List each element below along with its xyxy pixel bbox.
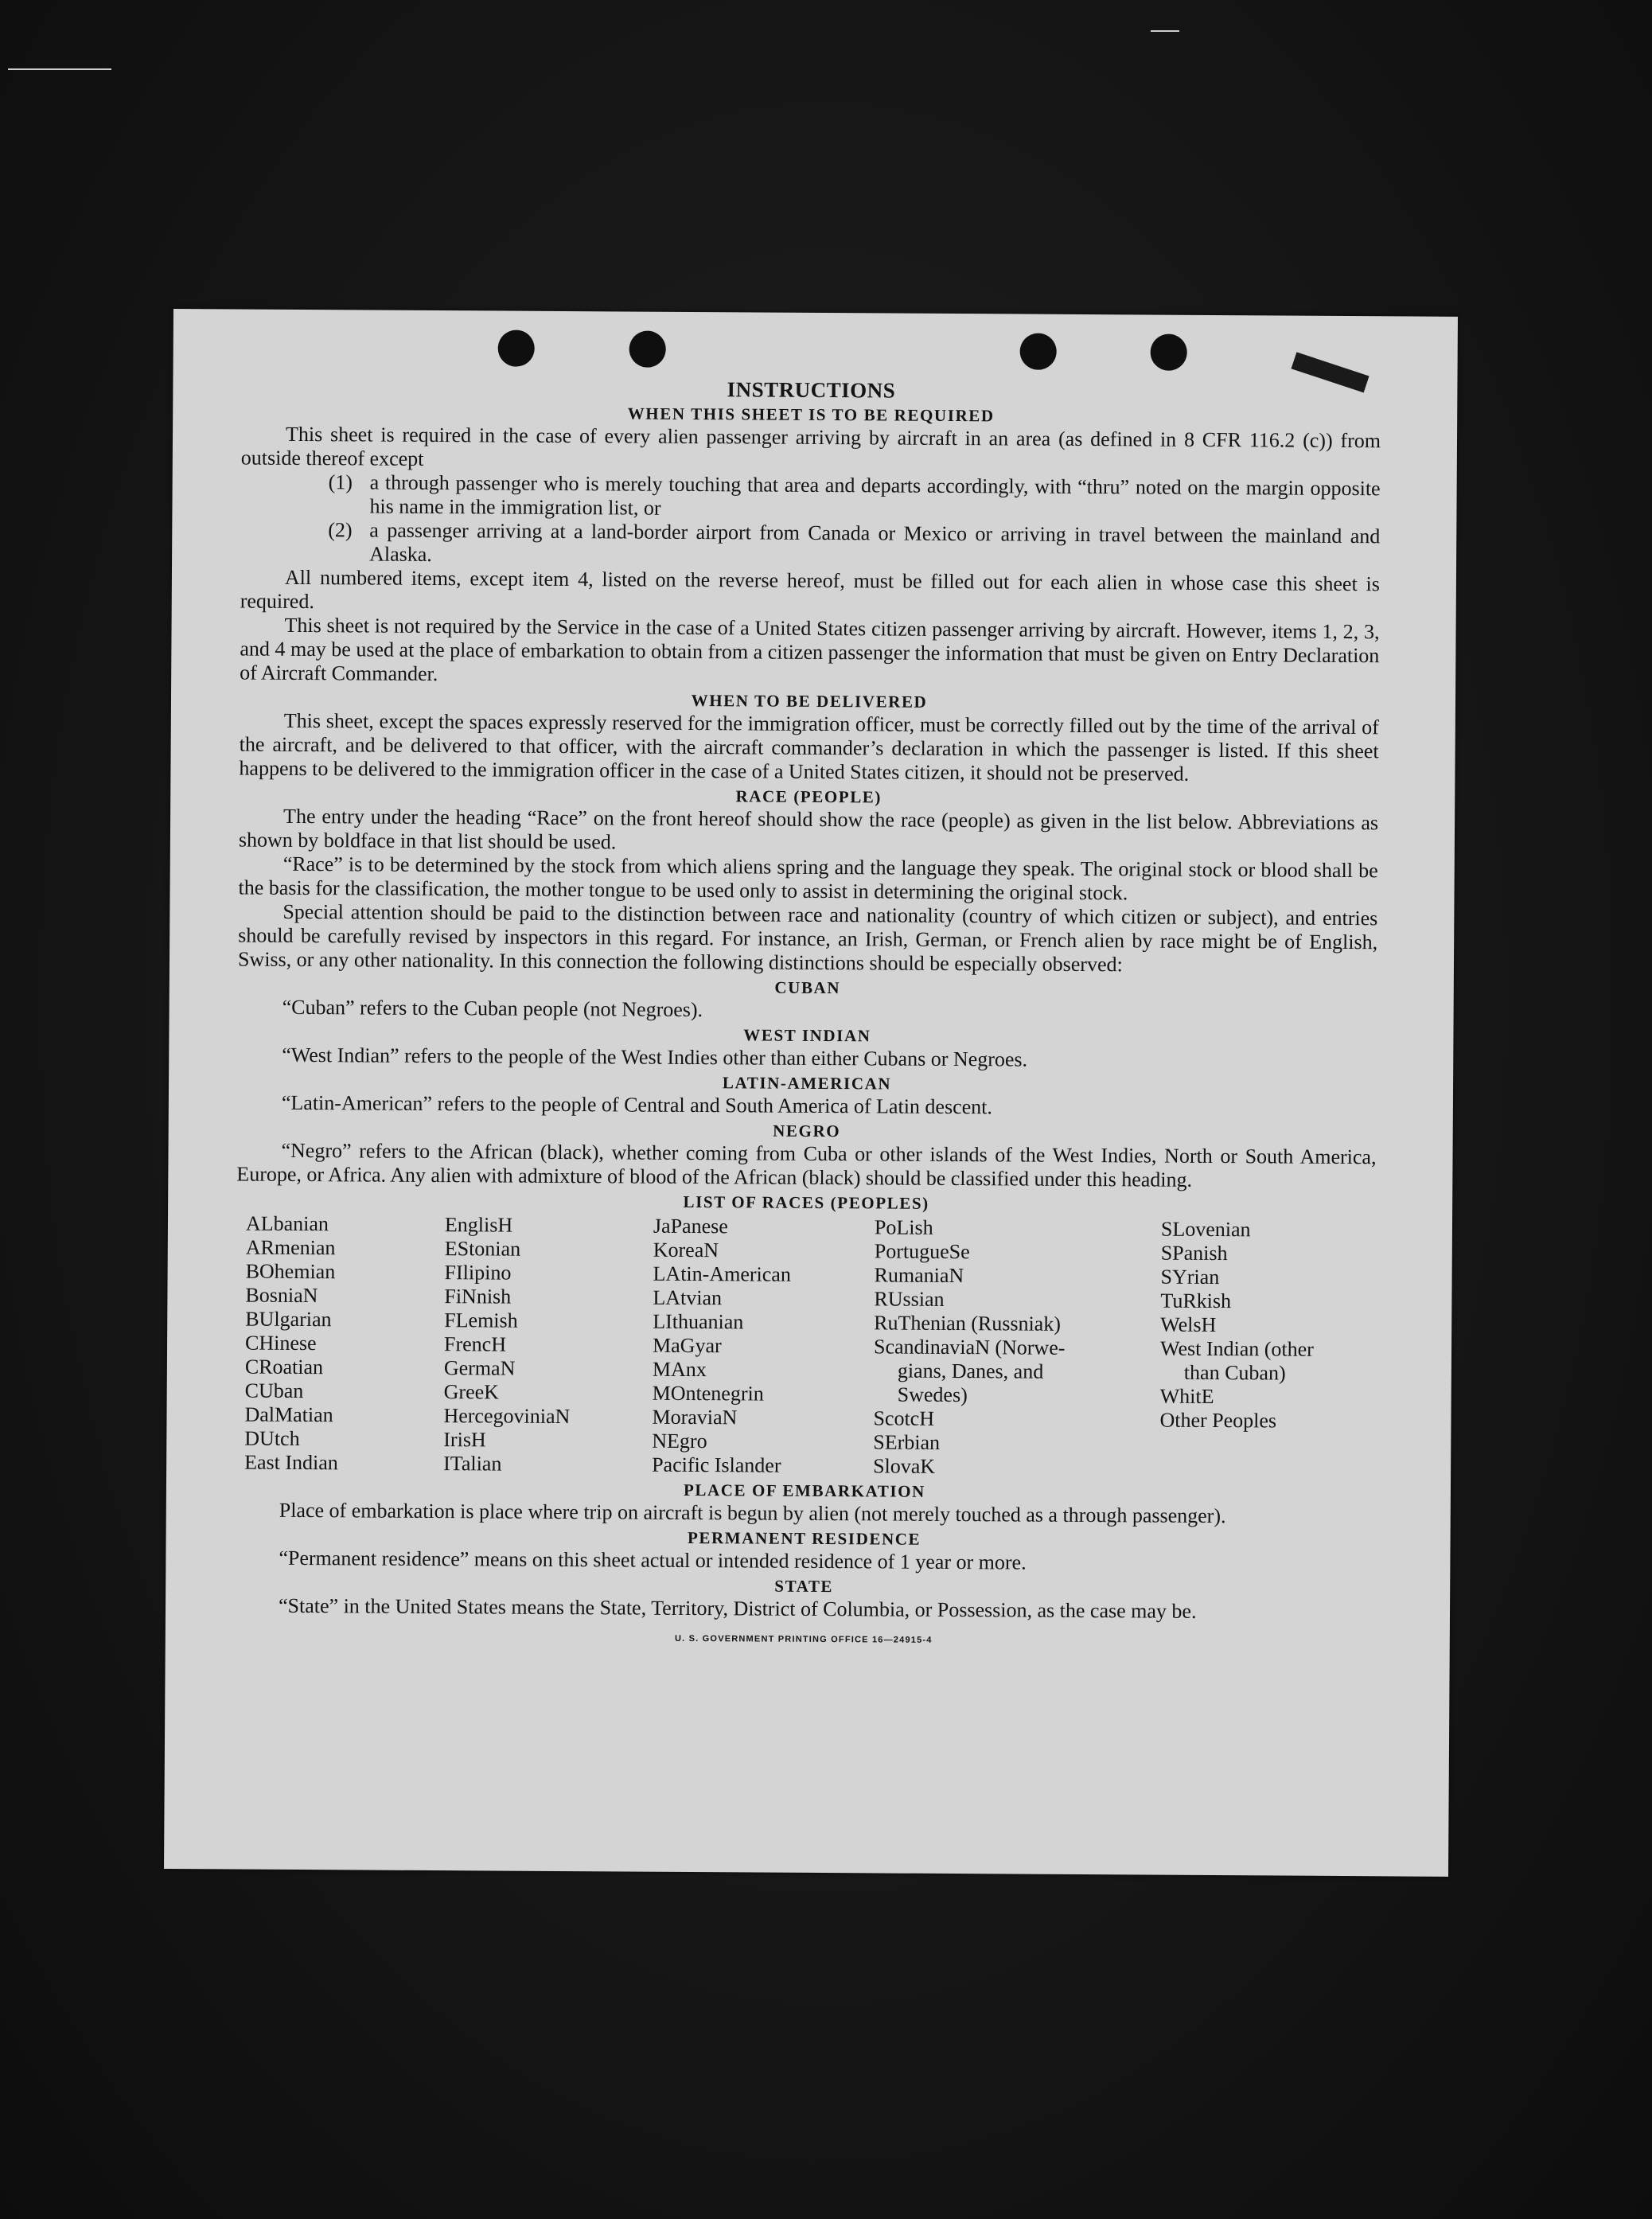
- section-heading: WHEN THIS SHEET IS TO BE REQUIRED: [627, 404, 995, 426]
- printing-office-footer: U. S. GOVERNMENT PRINTING OFFICE 16—24915-4: [674, 1633, 933, 1645]
- race-entry: SErbian: [873, 1430, 941, 1454]
- race-entry: ITalian: [443, 1452, 502, 1476]
- document-page: [164, 309, 1458, 1877]
- paragraph: Place of embarkation is place where trip on aircraft is begun by alien (not merely touched as a through passenger).: [279, 1498, 1226, 1528]
- paragraph: The entry under the heading “Race” on the front hereof should show the race (people) as given in the list below. Abbreviations as shown by boldface in that list should be used.: [238, 804, 1379, 854]
- race-entry: ALbanian: [245, 1211, 329, 1236]
- section-heading: PERMANENT RESIDENCE: [687, 1527, 921, 1549]
- item-text: a through passenger who is merely touching that area and departs accordingly, with “thru” noted on the margin opposite his name in the immigration list, or: [369, 470, 1381, 520]
- race-column: [1159, 1218, 1385, 1482]
- paragraph: This sheet is not required by the Service in the case of a United States citizen passenger arriving by aircraft. However, items 1, 2, 3, and 4 may be used at the place of embarkation to obtain from a citizen passenger the information that must be given on Entry Declaration of Aircraft Commander.: [240, 613, 1380, 686]
- punch-hole: [498, 330, 535, 366]
- race-list: [244, 1212, 1376, 1482]
- race-entry: FrencH: [443, 1332, 507, 1356]
- race-entry: FiNnish: [444, 1285, 512, 1308]
- paragraph: This sheet, except the spaces expressly reserved for the immigration officer, must be correctly filled out by the time of the arrival of the aircraft, and be delivered to that officer, with the aircraft commander’s declaration in which the passenger is listed. If this sheet happens to be delivered to the immigration officer in the case of a United States citizen, it should not be preserved.: [239, 708, 1379, 786]
- race-entry: ScotcH: [873, 1406, 935, 1430]
- race-entry: gians, Danes, and: [897, 1359, 1044, 1383]
- section-heading: RACE (PEOPLE): [735, 786, 882, 807]
- scan-artifact: [8, 68, 111, 70]
- paragraph: This sheet is required in the case of every alien passenger arriving by aircraft in an area (as defined in 8 CFR 116.2 (c)) from outside thereof except: [240, 422, 1381, 470]
- paragraph: “Negro” refers to the African (black), whether coming from Cuba or other islands of the West Indies, North or South America, Europe, or Africa. Any alien with admixture of blood of the African (black) should be classified under this heading.: [236, 1138, 1377, 1191]
- race-entry: ScandinaviaN (Norwe-: [873, 1335, 1066, 1359]
- race-entry: East Indian: [244, 1450, 338, 1475]
- race-entry: West Indian (other: [1159, 1336, 1314, 1361]
- section-heading: WEST INDIAN: [743, 1025, 871, 1046]
- race-entry: CHinese: [244, 1331, 317, 1355]
- race-entry: LAtin-American: [653, 1262, 791, 1286]
- race-entry: RuThenian (Russniak): [874, 1311, 1062, 1336]
- race-entry: IrisH: [443, 1428, 486, 1452]
- race-entry: ARmenian: [245, 1235, 336, 1260]
- paragraph: All numbered items, except item 4, listed on the reverse hereof, must be filled out for each alien in whose case this sheet is required.: [240, 565, 1381, 614]
- race-entry: BUlgarian: [245, 1307, 332, 1332]
- race-entry: FLemish: [444, 1308, 518, 1332]
- race-entry: EnglisH: [444, 1213, 513, 1237]
- race-entry: BOhemian: [245, 1259, 336, 1284]
- race-entry: MaGyar: [652, 1333, 722, 1358]
- race-entry: RumaniaN: [874, 1263, 964, 1288]
- paragraph: “Latin-American” refers to the people of Central and South America of Latin descent.: [281, 1090, 993, 1119]
- race-entry: EStonian: [444, 1237, 521, 1261]
- page-title: INSTRUCTIONS: [727, 377, 896, 403]
- race-entry: SLovenian: [1160, 1217, 1251, 1242]
- race-column: [244, 1212, 445, 1476]
- race-entry: Pacific Islander: [652, 1453, 781, 1477]
- race-entry: TuRkish: [1160, 1289, 1232, 1313]
- section-heading: NEGRO: [773, 1121, 841, 1141]
- numbered-item: [240, 518, 1380, 573]
- section-heading: LIST OF RACES (PEOPLES): [683, 1191, 929, 1213]
- race-entry: SPanish: [1160, 1241, 1228, 1265]
- race-entry: Other Peoples: [1159, 1408, 1277, 1433]
- paragraph: “West Indian” refers to the people of the West Indies other than either Cubans or Negroes.: [282, 1043, 1028, 1071]
- race-entry: CUban: [244, 1379, 304, 1403]
- race-entry: GreeK: [443, 1380, 500, 1404]
- section-heading: LATIN-AMERICAN: [722, 1073, 892, 1094]
- race-entry: GermaN: [443, 1356, 516, 1380]
- numbered-item: [240, 470, 1380, 525]
- punch-hole: [1020, 333, 1057, 369]
- race-entry: LAtvian: [653, 1285, 723, 1310]
- race-entry: CRoatian: [244, 1355, 324, 1379]
- race-entry: PoLish: [874, 1215, 933, 1239]
- race-entry: RUssian: [874, 1287, 945, 1311]
- race-entry: LIthuanian: [653, 1309, 744, 1334]
- punch-hole: [629, 330, 666, 367]
- section-heading: WHEN TO BE DELIVERED: [691, 690, 928, 712]
- race-column: [652, 1215, 875, 1479]
- race-entry: PortugueSe: [874, 1239, 970, 1264]
- race-entry: SlovaK: [873, 1454, 936, 1478]
- race-entry: DUtch: [244, 1426, 300, 1450]
- paragraph: “Race” is to be determined by the stock from which aliens spring and the language they speak. The original stock or blood shall be the basis for the classification, the mother tongue to be used only to assist in determining the original stock.: [238, 852, 1378, 905]
- scan-artifact: [1151, 30, 1179, 32]
- race-entry: MoraviaN: [652, 1405, 738, 1429]
- punch-hole: [1151, 334, 1187, 371]
- instructions-text: [234, 375, 1381, 1655]
- race-entry: SYrian: [1160, 1265, 1220, 1289]
- race-entry: KoreaN: [653, 1238, 719, 1262]
- paragraph: “Permanent residence” means on this sheet actual or intended residence of 1 year or more.: [279, 1546, 1027, 1574]
- race-entry: FIlipino: [444, 1261, 512, 1285]
- race-entry: WelsH: [1160, 1312, 1217, 1337]
- race-entry: WhitE: [1159, 1384, 1214, 1409]
- race-entry: HercegoviniaN: [443, 1404, 571, 1429]
- paragraph: “State” in the United States means the State, Territory, District of Columbia, or Possession, as the case may be.: [278, 1593, 1197, 1623]
- paragraph: “Cuban” refers to the Cuban people (not Negroes).: [282, 995, 703, 1022]
- paragraph: Special attention should be paid to the distinction between race and nationality (country of which citizen or subject), and entries should be carefully revised by inspectors in this regard. For instance, an Irish, German, or French alien by race might be of English, Swiss, or any other nationality. In this connection the following distinctions should be especially observed:: [237, 899, 1378, 977]
- race-entry: MOntenegrin: [652, 1381, 764, 1406]
- race-entry: DalMatian: [244, 1402, 333, 1427]
- race-entry: Swedes): [897, 1382, 968, 1407]
- race-entry: BosniaN: [245, 1283, 318, 1308]
- section-heading: PLACE OF EMBARKATION: [683, 1480, 925, 1501]
- race-entry: JaPanese: [653, 1214, 728, 1238]
- race-entry: NEgro: [652, 1429, 707, 1453]
- race-entry: than Cuban): [1183, 1360, 1286, 1385]
- item-number: (2): [328, 518, 353, 542]
- item-number: (1): [328, 470, 353, 494]
- section-heading: STATE: [774, 1576, 834, 1597]
- race-column: [443, 1213, 653, 1477]
- race-entry: MAnx: [652, 1357, 707, 1382]
- section-heading: CUBAN: [774, 977, 841, 998]
- item-text: a passenger arriving at a land-border airport from Canada or Mexico or arriving in travel between the mainland and Alaska.: [369, 518, 1381, 566]
- race-column: [873, 1215, 1161, 1480]
